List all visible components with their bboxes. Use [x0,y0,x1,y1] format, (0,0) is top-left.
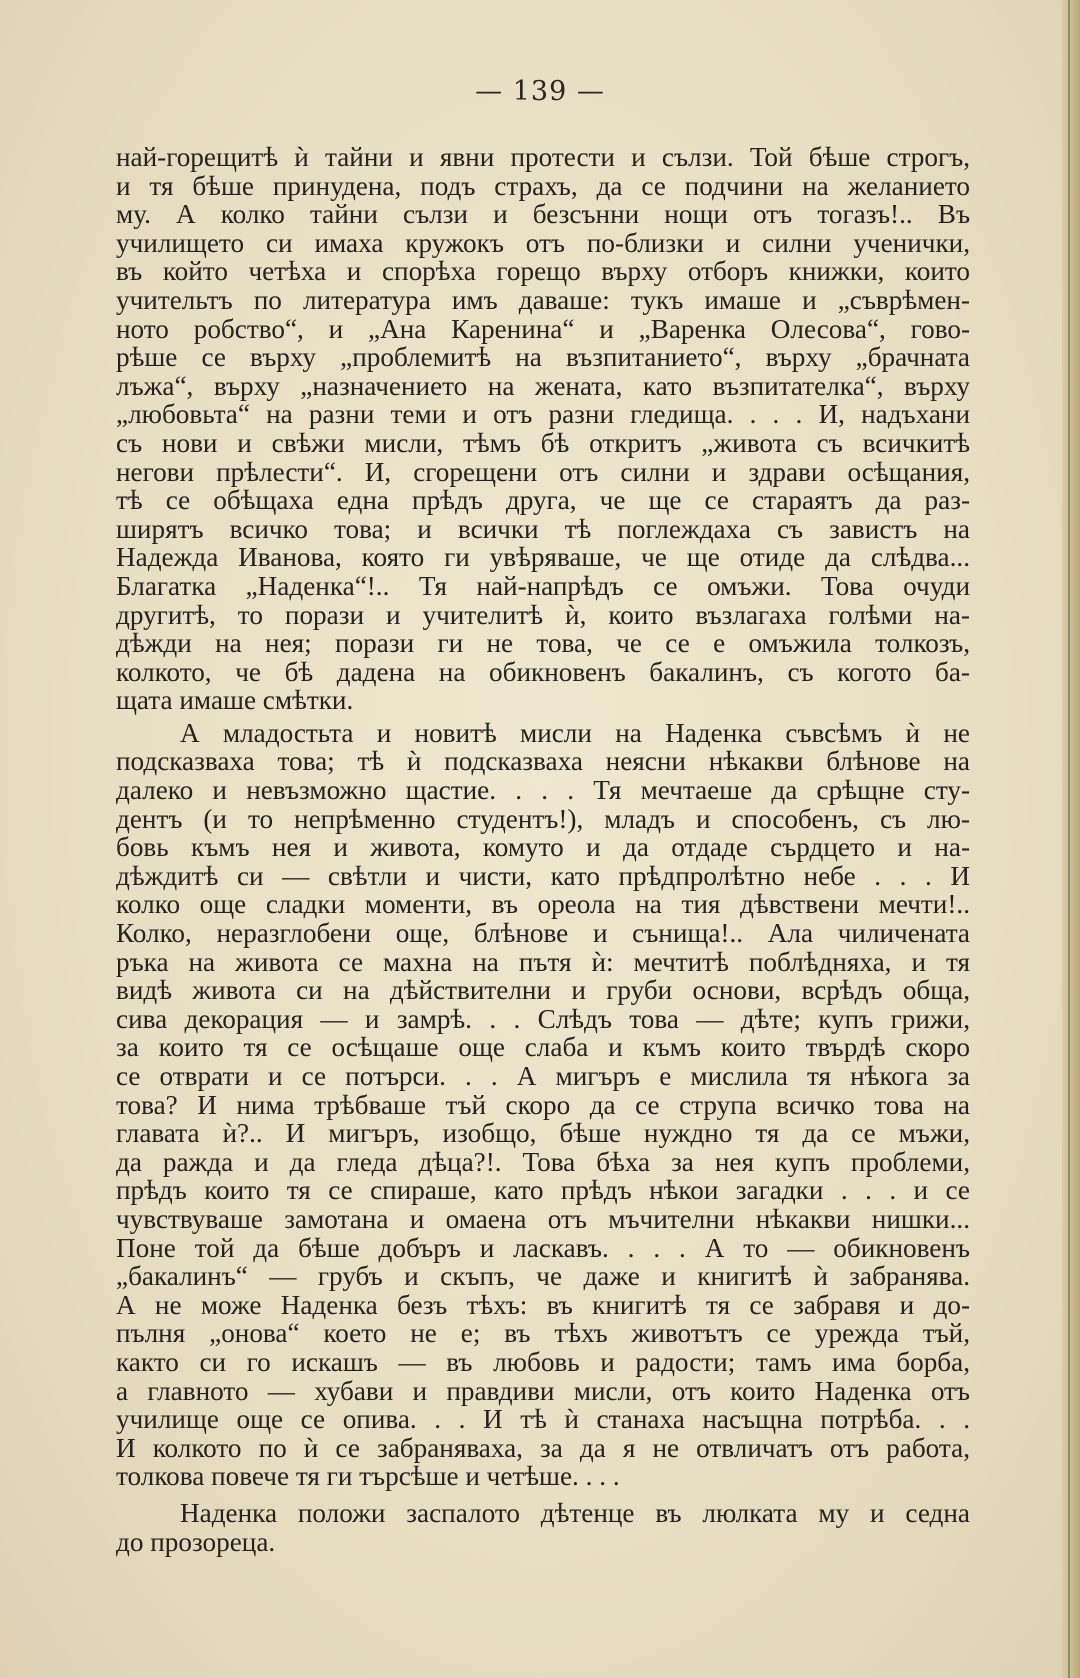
text-line: Надежда Иванова, която ги увѣряваше, че ще отиде да слѣдва... [116,542,970,573]
text-line: Наденка положи заспалото дѣтенце въ люлката му и седна [180,1497,970,1528]
text-line: лъжа“, върху „назначението на жената, като възпитателка“, върху [116,370,970,401]
text-line: подсказваха това; тѣ ѝ подсказваха неясни нѣкакви блѣнове на [116,746,970,777]
text-line: „любовьта“ на разни теми и отъ разни гледища. . . . И, надъхани [116,399,970,430]
text-line: дѣжди на нея; порази ги не това, че се е омъжила толкозъ, [116,628,970,659]
body-text [116,143,970,1556]
text-line: сива декорация — и замрѣ. . . Слѣдъ това — дѣте; купъ грижи, [116,1003,970,1034]
text-line: съ нови и свѣжи мисли, тѣмъ бѣ откритъ „живота съ всичкитѣ [116,427,970,458]
text-line: училището си имаха кружокъ отъ по-близки и силни ученички, [116,227,970,258]
text-line: ширятъ всичко това; и всички тѣ поглеждаха съ завистъ на [116,513,970,544]
text-line: другитѣ, то порази и учителитѣ ѝ, които възлагаха голѣми на- [116,599,970,630]
text-line: „бакалинъ“ — грубъ и скъпъ, че даже и книгитѣ ѝ забранява. [116,1261,970,1292]
text-line: бовь къмъ нея и живота, комуто и да отдаде сърдцето и на- [116,832,970,863]
text-line: това? И нима трѣбваше тъй скоро да се струпа всичко това на [116,1089,970,1120]
text-line: Колко, неразглобени още, блѣнове и сънища!.. Ала чиличената [116,918,970,949]
text-line: толкова повече тя ги търсѣше и четѣше. . . . [116,1461,620,1492]
text-line: се отврати и се потърси. . . А мигъръ е мислила тя нѣкога за [116,1061,970,1091]
text-line: както си го искашъ — въ любовь и радости; тамъ има борба, [116,1346,970,1377]
text-line: рѣше се върху „проблемитѣ на възпитанието“, върху „брачната [116,342,970,373]
text-line: колко още сладки моменти, въ ореола на тия дѣвствени мечти!.. [116,889,970,920]
text-line: щата имаше смѣтки. [116,685,354,716]
text-line: му. А колко тайни сълзи и безсънни нощи отъ тогазъ!.. Въ [116,199,970,230]
paragraph-2 [116,719,970,1491]
text-line: негови прѣлести“. И, сгорещени отъ силни и здрави осѣщания, [116,456,970,487]
text-line: далеко и невъзможно щастие. . . . Тя мечтаеше да срѣщне сту- [116,775,970,806]
paragraph-3 [116,1499,970,1556]
text-line: училище още се опива. . . И тѣ ѝ станаха насъщна потрѣба. . . [116,1404,970,1435]
text-line: а главното — хубави и правдиви мисли, отъ които Наденка отъ [116,1375,970,1406]
text-line: въ който четѣха и спорѣха горещо върху отборъ книжки, които [116,256,970,287]
text-line: ното робство“, и „Ана Каренина“ и „Варенка Олесова“, гово- [116,313,970,344]
paragraph-1 [116,143,970,715]
text-line: видѣ живота си на дѣйствителни и груби основи, всрѣдъ обща, [116,975,970,1006]
text-line: дентъ (и то непрѣменно студентъ!), младъ и способенъ, съ лю- [116,803,970,834]
text-line: да ражда и да гледа дѣца?!. Това бѣха за нея купъ проблеми, [116,1146,970,1177]
text-line: до прозореца. [116,1526,276,1557]
text-line: и тя бѣше принудена, подъ страхъ, да се подчини на желанието [116,170,970,201]
text-line: пълня „онова“ което не е; въ тѣхъ животътъ се урежда тъй, [116,1318,970,1349]
text-line: прѣдъ които тя се спираше, като прѣдъ нѣкои загадки . . . и се [116,1175,970,1206]
text-line: чувствуваше замотана и омаена отъ мъчителни нѣкакви нишки... [116,1203,970,1234]
page-number: — 139 — [475,76,605,107]
text-line: И колкото по ѝ се забраняваха, за да я не отвличатъ отъ работа, [116,1432,970,1463]
text-line: за които тя се осѣщаше още слаба и къмъ които твърдѣ скоро [116,1032,970,1063]
text-line: тѣ се обѣщаха една прѣдъ друга, че ще се стараятъ да раз- [116,485,970,516]
page-edge [1062,0,1080,1678]
text-line: колкото, че бѣ дадена на обикновенъ бакалинъ, съ когото ба- [116,656,970,687]
binding-line [1068,0,1070,1678]
text-line: А младостьта и новитѣ мисли на Наденка съвсѣмъ ѝ не [180,717,970,748]
text-line: ръка на живота се махна на пътя ѝ: мечтитѣ поблѣдняха, и тя [116,946,970,977]
text-line: най-горещитѣ ѝ тайни и явни протести и сълзи. Той бѣше строгъ, [116,142,970,172]
text-line: учительтъ по литература имъ даваше: тукъ имаше и „съврѣмен- [116,284,970,315]
text-line: дѣждитѣ си — свѣтли и чисти, като прѣдпролѣтно небе . . . И [116,860,970,891]
text-line: А не може Наденка безъ тѣхъ: въ книгитѣ тя се забравя и до- [116,1289,970,1320]
text-line: Поне той да бѣше добъръ и ласкавъ. . . . А то — обикновенъ [116,1232,970,1263]
text-line: главата ѝ?.. И мигъръ, изобщо, бѣше нуждно тя да се мъжи, [116,1118,970,1149]
text-line: Благатка „Наденка“!.. Тя най-напрѣдъ се омъжи. Това очуди [116,570,970,601]
